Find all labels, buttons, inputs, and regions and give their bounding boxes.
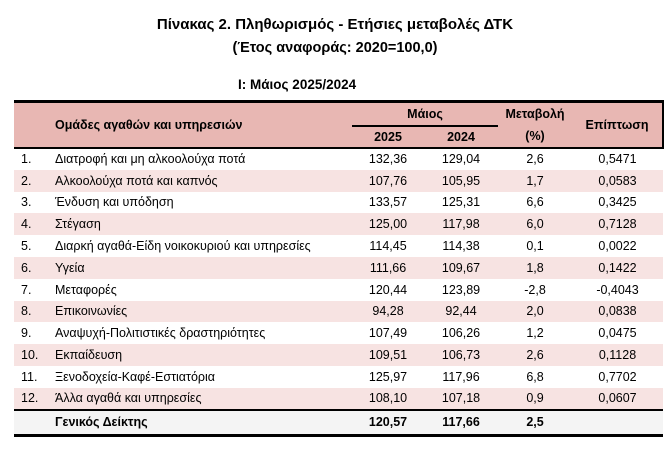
column-header-impact: Επίπτωση: [572, 102, 663, 149]
table-row: [14, 213, 663, 235]
table-header: [14, 102, 663, 149]
row-impact: 0,1128: [572, 344, 663, 366]
footer-change-pct: 2,5: [498, 410, 572, 436]
row-change-pct: 2,0: [498, 301, 572, 323]
column-header-change-line1: Μεταβολή: [505, 107, 565, 121]
row-value-2024: 105,95: [424, 170, 498, 192]
row-change-pct: 6,0: [498, 213, 572, 235]
row-category-name: Επικοινωνίες: [55, 301, 352, 323]
table-subtitle: (Έτος αναφοράς: 2020=100,0): [232, 40, 438, 56]
row-number: 3.: [21, 195, 32, 210]
row-value-2024: 117,98: [424, 213, 498, 235]
row-category-name: Αλκοολούχα ποτά και καπνός: [55, 170, 352, 192]
row-change-pct: 1,8: [498, 257, 572, 279]
row-value-2024: 123,89: [441, 282, 481, 297]
table-row: [14, 257, 663, 279]
row-number: 6.: [14, 257, 55, 279]
row-value-2025: 120,44: [368, 282, 408, 297]
column-header-month: Μάιος: [352, 102, 498, 126]
table-row: [14, 279, 663, 301]
row-category-name: Διαρκή αγαθά-Είδη νοικοκυριού και υπηρεσίες: [55, 239, 311, 254]
row-category-name: Διατροφή και μη αλκοολούχα ποτά: [55, 148, 352, 170]
row-value-2024: 107,18: [424, 388, 498, 410]
section-label: Ι: Μάιος 2025/2024: [238, 77, 357, 92]
row-change-pct: -2,8: [524, 282, 546, 297]
table-title: Πίνακας 2. Πληθωρισμός - Ετήσιες μεταβολές ΔΤΚ: [156, 16, 514, 33]
row-value-2025: 132,36: [352, 148, 424, 170]
row-value-2024: 92,44: [424, 301, 498, 323]
row-change-pct: 2,6: [498, 148, 572, 170]
footer-label: Γενικός Δείκτης: [55, 410, 352, 436]
row-value-2025: 125,97: [368, 369, 408, 384]
table-row: [14, 235, 663, 257]
row-number: 12.: [14, 388, 55, 410]
row-category-name: Ένδυση και υπόδηση: [55, 195, 174, 210]
row-number: 8.: [14, 301, 55, 323]
row-category-name: Μεταφορές: [55, 282, 117, 297]
document-page: [0, 15, 670, 466]
row-impact: 0,0838: [572, 301, 663, 323]
row-impact: 0,5471: [572, 148, 663, 170]
footer-impact: [572, 410, 663, 436]
row-number: 5.: [21, 239, 32, 254]
row-category-name: Εκπαίδευση: [55, 344, 352, 366]
row-category-name: Υγεία: [55, 257, 352, 279]
row-change-pct: 6,8: [526, 369, 544, 384]
row-value-2024: 129,04: [424, 148, 498, 170]
row-number: 7.: [21, 282, 32, 297]
table-row: [14, 170, 663, 192]
table-row: [14, 148, 663, 170]
table-row: [14, 388, 663, 410]
row-category-name: Ξενοδοχεία-Καφέ-Εστιατόρια: [55, 369, 216, 384]
footer-value-2024: 117,66: [424, 410, 498, 436]
row-value-2025: 94,28: [352, 301, 424, 323]
row-impact: 0,3425: [598, 195, 637, 210]
table-footer: [14, 410, 663, 436]
row-change-pct: 6,6: [526, 195, 544, 210]
table-row: [14, 322, 663, 344]
row-category-name: Αναψυχή-Πολιτιστικές δραστηριότητες: [55, 326, 266, 341]
footer-value-2025: 120,57: [352, 410, 424, 436]
row-value-2024: 106,26: [441, 326, 481, 341]
row-value-2025: 125,00: [352, 213, 424, 235]
row-number: 10.: [14, 344, 55, 366]
column-header-groups: Ομάδες αγαθών και υπηρεσιών: [14, 102, 352, 149]
header-row-1: [14, 102, 663, 126]
row-impact: 0,0607: [572, 388, 663, 410]
row-category-name: Άλλα αγαθά και υπηρεσίες: [55, 388, 352, 410]
row-number: 2.: [14, 170, 55, 192]
row-value-2025: 108,10: [352, 388, 424, 410]
table-row: [14, 301, 663, 323]
row-change-pct: 1,2: [526, 326, 544, 341]
row-impact: 0,0022: [598, 239, 637, 254]
row-impact: 0,7702: [598, 369, 637, 384]
row-value-2025: 107,76: [352, 170, 424, 192]
row-number: 11.: [21, 369, 38, 384]
row-value-2024: 125,31: [441, 195, 481, 210]
row-impact: -0,4043: [596, 282, 639, 297]
row-change-pct: 1,7: [498, 170, 572, 192]
row-number: 1.: [14, 148, 55, 170]
column-header-2025: 2025: [352, 126, 424, 148]
row-change-pct: 0,1: [526, 239, 544, 254]
row-category-name: Στέγαση: [55, 213, 352, 235]
table-row: [14, 344, 663, 366]
row-value-2024: 106,73: [424, 344, 498, 366]
row-value-2024: 109,67: [424, 257, 498, 279]
row-value-2025: 107,49: [368, 326, 408, 341]
row-impact: 0,0583: [572, 170, 663, 192]
row-value-2024: 117,96: [442, 369, 480, 384]
row-impact: 0,7128: [572, 213, 663, 235]
row-number: 4.: [14, 213, 55, 235]
row-value-2025: 111,66: [352, 257, 424, 279]
row-value-2025: 114,45: [369, 239, 407, 254]
row-impact: 0,0475: [598, 326, 637, 341]
general-index-row: [14, 410, 663, 436]
row-change-pct: 0,9: [498, 388, 572, 410]
row-number: 9.: [21, 326, 32, 341]
row-change-pct: 2,6: [498, 344, 572, 366]
row-value-2025: 109,51: [352, 344, 424, 366]
column-header-change: [498, 102, 572, 149]
table-row: [14, 366, 663, 388]
row-value-2024: 114,38: [442, 239, 480, 254]
table-body: [14, 148, 663, 410]
row-value-2025: 133,57: [368, 195, 408, 210]
column-header-change-line2: (%): [525, 129, 545, 143]
column-header-2024: 2024: [424, 126, 498, 148]
table-row: [14, 192, 663, 214]
inflation-table: [14, 100, 664, 437]
row-impact: 0,1422: [572, 257, 663, 279]
footer-num-cell: [14, 410, 55, 436]
